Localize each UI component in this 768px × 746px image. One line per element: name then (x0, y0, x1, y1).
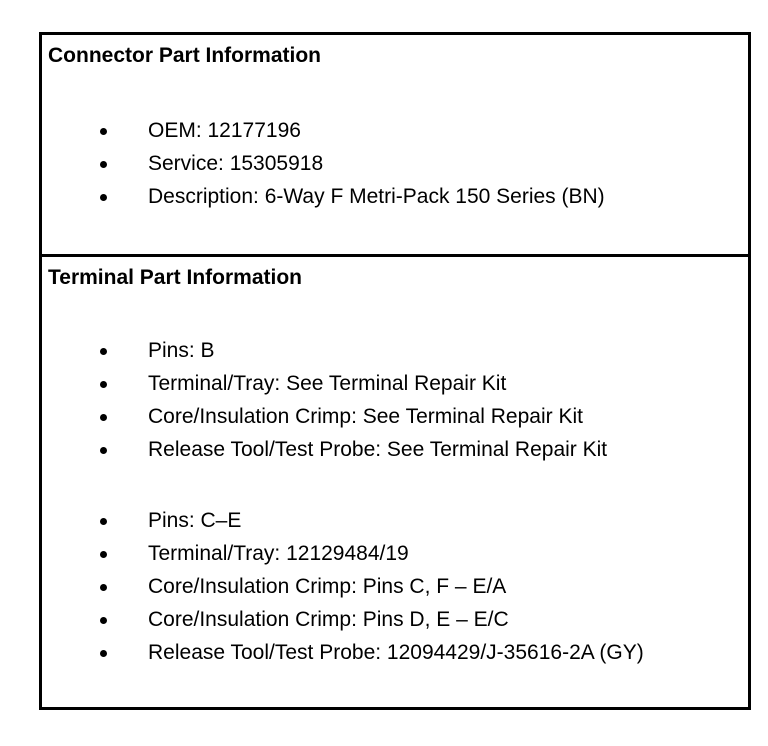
terminal-pins-b-list (42, 334, 748, 466)
list-item-text: Pins: B (148, 339, 215, 362)
list-item-text: Terminal/Tray: 12129484/19 (148, 542, 409, 565)
bullet-icon (100, 128, 107, 135)
list-item (42, 334, 748, 367)
list-item (42, 400, 748, 433)
bullet-icon (100, 650, 107, 657)
terminal-section (42, 257, 748, 707)
list-item-text: Pins: C–E (148, 509, 242, 532)
list-item-text: Service: 15305918 (148, 152, 324, 175)
list-item-text: Release Tool/Test Probe: 12094429/J-35616-2A (GY) (148, 641, 644, 664)
list-item (42, 537, 748, 570)
connector-section (42, 35, 748, 257)
bullet-icon (100, 617, 107, 624)
list-item-text: Description: 6-Way F Metri-Pack 150 Series (BN) (148, 185, 605, 208)
bullet-icon (100, 414, 107, 421)
list-item (42, 114, 748, 147)
list-item-text: Release Tool/Test Probe: See Terminal Repair Kit (148, 438, 608, 461)
bullet-icon (100, 518, 107, 525)
bullet-icon (100, 161, 107, 168)
list-item (42, 570, 748, 603)
list-item-text: Core/Insulation Crimp: Pins D, E – E/C (148, 608, 509, 631)
bullet-icon (100, 194, 107, 201)
list-item (42, 433, 748, 466)
list-item-text: Terminal/Tray: See Terminal Repair Kit (148, 372, 507, 395)
terminal-pins-c-e-list (42, 504, 748, 669)
list-item-text: Core/Insulation Crimp: Pins C, F – E/A (148, 575, 507, 598)
list-item (42, 367, 748, 400)
list-item-text: OEM: 12177196 (148, 119, 301, 142)
list-item-text: Core/Insulation Crimp: See Terminal Repair Kit (148, 405, 583, 428)
bullet-icon (100, 447, 107, 454)
list-item (42, 504, 748, 537)
bullet-icon (100, 584, 107, 591)
info-table (39, 32, 751, 710)
list-item (42, 603, 748, 636)
list-item (42, 636, 748, 669)
terminal-section-title: Terminal Part Information (48, 266, 302, 289)
bullet-icon (100, 348, 107, 355)
list-item (42, 180, 748, 213)
bullet-icon (100, 551, 107, 558)
bullet-icon (100, 381, 107, 388)
list-item (42, 147, 748, 180)
connector-section-title: Connector Part Information (48, 44, 322, 67)
connector-info-list (42, 114, 748, 213)
